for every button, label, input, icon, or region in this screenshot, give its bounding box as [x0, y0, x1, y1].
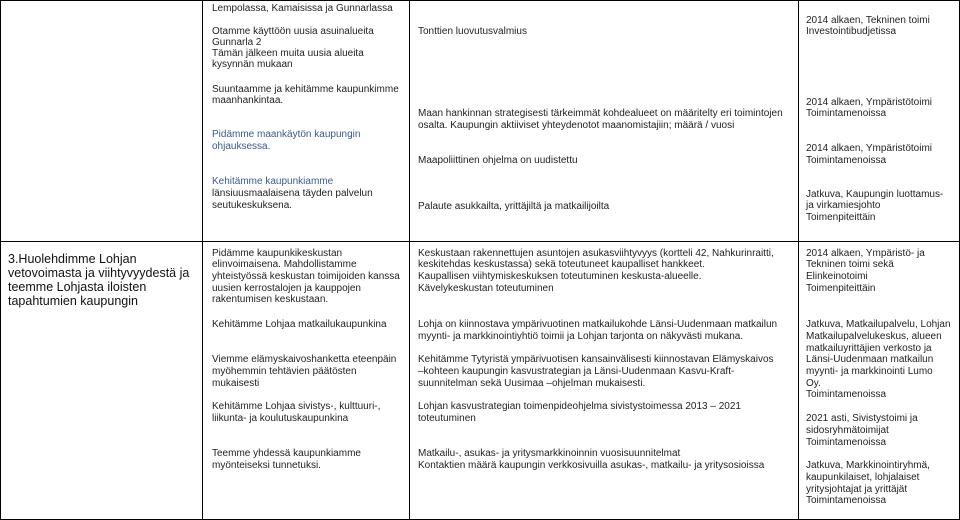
schedule-text: Toimintamenoissa: [806, 155, 887, 166]
measure-text: länsiuusmaalaisena täyden palvelun: [212, 188, 373, 199]
measure-text: Teemme yhdessä kaupunkiamme: [212, 448, 361, 459]
schedule-text: myynti- ja markkinointi Lumo: [806, 366, 933, 377]
column-divider: [202, 0, 203, 520]
measure-text: myönteiseksi tunnetuksi.: [212, 460, 321, 471]
schedule-text: yritysjohtajat ja yrittäjät: [806, 484, 908, 495]
measure-text: ohjauksessa.: [212, 141, 271, 152]
goal-heading: teemme Lohjasta iloisten: [8, 280, 147, 294]
schedule-text: Toimintamenoissa: [806, 108, 887, 119]
goal-heading: 3.Huolehdimme Lohjan: [8, 252, 137, 266]
indicator-text: keskitehdas keskustassa) sekä toteutuneet kaupalliset hankkeet.: [418, 259, 705, 270]
schedule-text: 2014 alkaen, Ympäristö- ja: [806, 248, 925, 259]
schedule-text: Toimintamenoissa: [806, 437, 887, 448]
measure-text: myöhemmin tehtävien päätösten: [212, 366, 357, 377]
measure-text: Lempolassa, Kamaisissa ja Gunnarlassa: [212, 3, 393, 14]
column-divider: [798, 0, 799, 520]
row-divider: [0, 0, 960, 1]
schedule-text: Jatkuva, Matkailupalvelu, Lohjan: [806, 319, 951, 330]
schedule-text: Oy.: [806, 378, 821, 389]
schedule-text: Elinkeinotoimi: [806, 271, 868, 282]
measure-text: yhteistyössä keskustan toimijoiden kanssa: [212, 271, 400, 282]
indicator-text: Tonttien luovutusvalmius: [418, 26, 527, 37]
schedule-text: Matkailupalvelukeskus, alueen: [806, 331, 942, 342]
measure-text: Kehitämme Lohjaa matkailukaupunkina: [212, 319, 387, 330]
column-divider: [409, 0, 410, 520]
schedule-text: Toimintamenoissa: [806, 389, 887, 400]
schedule-text: Jatkuva, Kaupungin luottamus-: [806, 189, 944, 200]
schedule-text: Investointibudjetissa: [806, 26, 897, 37]
measure-text: Pidämme maankäytön kaupungin: [212, 129, 361, 140]
measure-text: maanhankintaa.: [212, 95, 284, 106]
measure-text: Suuntaamme ja kehitämme kaupunkimme: [212, 84, 399, 95]
indicator-text: Kaupallisen viihtymiskeskuksen toteutuminen keskusta-alueelle.: [418, 271, 702, 282]
schedule-text: 2014 alkaen, Tekninen toimi: [806, 15, 930, 26]
measure-text: Kehitämme kaupunkiamme: [212, 176, 334, 187]
schedule-text: Jatkuva, Markkinointiryhmä,: [806, 460, 930, 471]
measure-text: Pidämme kaupunkikeskustan: [212, 248, 343, 259]
indicator-text: Maapoliittinen ohjelma on uudistettu: [418, 155, 578, 166]
measure-text: rakentumisen keskustaan.: [212, 294, 329, 305]
indicator-text: suunnitelman sekä Uusimaa –ohjelman mukaisesti.: [418, 378, 646, 389]
schedule-text: ja virkamiesjohto: [806, 200, 881, 211]
indicator-text: –kohteen kaupungin kasvustrategian ja Länsi-Uudenmaan Kasvu-Kraft-: [418, 366, 735, 377]
schedule-text: Länsi-Uudenmaan matkailun: [806, 354, 934, 365]
indicator-text: Lohja on kiinnostava ympärivuotinen matkailukohde Länsi-Uudenmaan matkailun: [418, 319, 778, 330]
schedule-text: matkailuyrittäjien verkosto ja: [806, 343, 932, 354]
measure-text: Otamme käyttöön uusia asuinalueita: [212, 26, 374, 37]
indicator-text: myynti- ja markkinointiyhtiö toimii ja Lohjan tarjonta on näkyvästi mukana.: [418, 331, 744, 342]
measure-text: mukaisesti: [212, 378, 260, 389]
goal-heading: vetovoimasta ja viihtyvyydestä ja: [8, 266, 190, 280]
schedule-text: 2014 alkaen, Ympäristötoimi: [806, 97, 932, 108]
schedule-text: 2021 asti, Sivistystoimi ja: [806, 413, 918, 424]
measure-text: Kehitämme Lohjaa sivistys-, kulttuuri-,: [212, 401, 381, 412]
schedule-text: kaupunkilaiset, lohjalaiset: [806, 472, 920, 483]
schedule-text: 2014 alkaen, Ympäristötoimi: [806, 143, 932, 154]
schedule-text: Toimenpiteittäin: [806, 212, 876, 223]
schedule-text: sidosryhmätoimijat: [806, 425, 889, 436]
row-divider: [0, 241, 960, 242]
column-divider: [0, 0, 1, 520]
measure-text: seutukeskuksena.: [212, 200, 293, 211]
indicator-text: toteutuminen: [418, 413, 476, 424]
measure-text: Tämän jälkeen muita uusia alueita: [212, 48, 364, 59]
indicator-text: Maan hankinnan strategisesti tärkeimmät kohdealueet on määritelty eri toimintojen: [418, 108, 783, 119]
indicator-text: Keskustaan rakennettujen asuntojen asukasviihtyvyys (kortteli 42, Nahkurinraitti,: [418, 248, 774, 259]
indicator-text: Kävelykeskustan toteutuminen: [418, 283, 554, 294]
schedule-text: Tekninen toimi sekä: [806, 259, 894, 270]
measure-text: uusien kerrostalojen ja kauppojen: [212, 283, 361, 294]
measure-text: elinvoimaisena. Mahdollistamme: [212, 259, 357, 270]
goal-heading: tapahtumien kaupungin: [8, 294, 138, 308]
indicator-text: Lohjan kasvustrategian toimenpideohjelma sivistystoimessa 2013 – 2021: [418, 401, 741, 412]
schedule-text: Toimintamenoissa: [806, 495, 887, 506]
indicator-text: Kehitämme Tytyristä ympärivuotisen kansainvälisesti kiinnostavan Elämyskaivos: [418, 354, 774, 365]
indicator-text: Palaute asukkailta, yrittäjiltä ja matkailijoilta: [418, 201, 610, 212]
measure-text: kysynnän mukaan: [212, 59, 293, 70]
indicator-text: Kontaktien määrä kaupungin verkkosivuilla asukas-, matkailu- ja yritysosioissa: [418, 460, 765, 471]
measure-text: Viemme elämyskaivoshanketta eteenpäin: [212, 354, 397, 365]
schedule-text: Toimenpiteittäin: [806, 283, 876, 294]
measure-text: liikunta- ja koulutuskaupunkina: [212, 413, 349, 424]
indicator-text: Matkailu-, asukas- ja yritysmarkkinoinnin vuosisuunnitelmat: [418, 448, 681, 459]
measure-text: Gunnarla 2: [212, 37, 262, 48]
indicator-text: osalta. Kaupungin aktiiviset yhteydenotot maanomistajiin; määrä / vuosi: [418, 120, 735, 131]
